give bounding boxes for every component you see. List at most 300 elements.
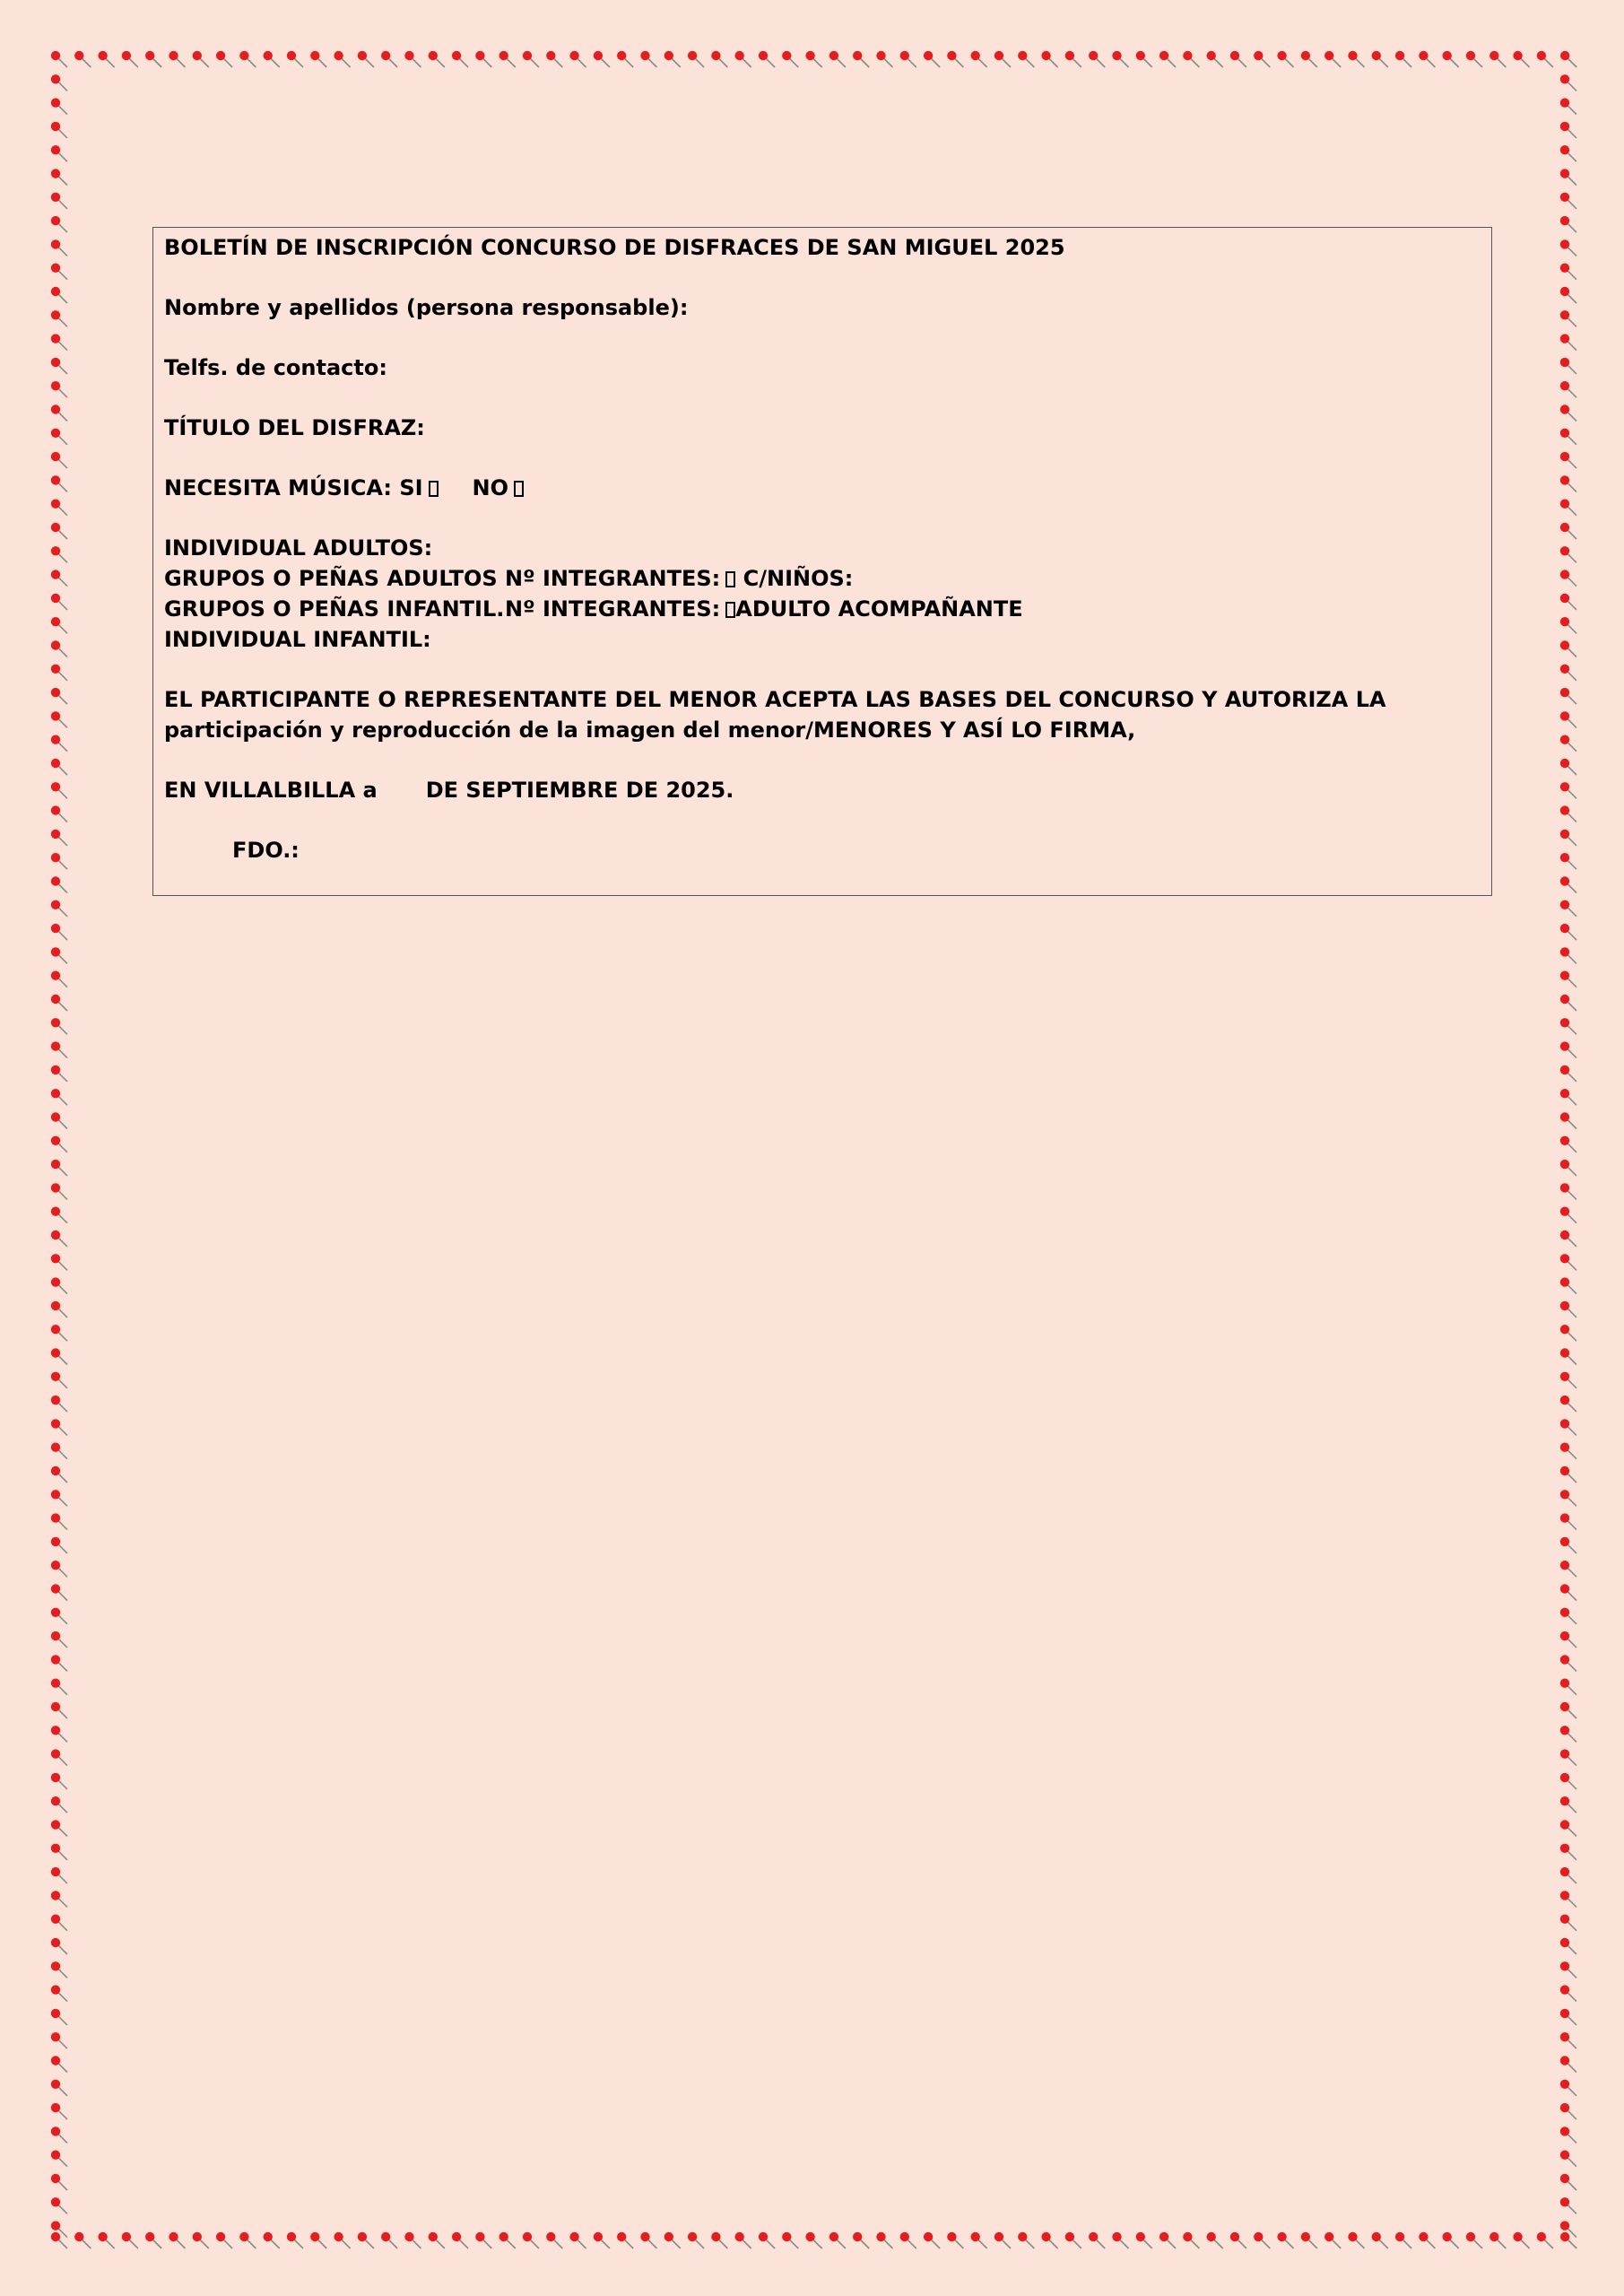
border-pin xyxy=(1560,1231,1576,1247)
border-pin xyxy=(1207,51,1223,67)
border-pin xyxy=(1301,51,1317,67)
border-pin xyxy=(51,2056,67,2072)
border-pin xyxy=(1112,51,1128,67)
border-pin xyxy=(51,2174,67,2190)
border-pin xyxy=(1560,2056,1576,2072)
consent-text: EL PARTICIPANTE O REPRESENTANTE DEL MENOR ACEPTA LAS BASES DEL CONCURSO Y AUTORIZA LA participación y reproducción de la imagen del menor/MENORES Y ASÍ LO FIRMA, xyxy=(164,687,1386,743)
border-pin xyxy=(51,98,67,114)
border-pin xyxy=(1254,2232,1270,2248)
border-pin xyxy=(1560,2080,1576,2096)
border-pin xyxy=(594,51,610,67)
border-pin xyxy=(51,640,67,657)
border-pin xyxy=(51,1136,67,1152)
border-pin xyxy=(782,51,798,67)
border-pin xyxy=(1560,971,1576,987)
costume-title-label: TÍTULO DEL DISFRAZ: xyxy=(164,415,425,440)
border-pin xyxy=(1560,1419,1576,1435)
border-pin xyxy=(1560,475,1576,491)
border-pin xyxy=(264,51,280,67)
border-pin xyxy=(1560,1065,1576,1082)
border-pin xyxy=(51,711,67,727)
border-pin xyxy=(193,51,209,67)
border-pin xyxy=(51,924,67,940)
border-pin xyxy=(169,51,185,67)
border-pin xyxy=(782,2232,798,2248)
border-pin xyxy=(51,1679,67,1695)
border-pin xyxy=(51,1466,67,1483)
border-pin xyxy=(1560,1749,1576,1765)
border-pin xyxy=(900,2232,916,2248)
border-pin xyxy=(51,1915,67,1931)
border-pin xyxy=(51,452,67,468)
border-pin xyxy=(51,287,67,303)
border-pin xyxy=(1489,2232,1506,2248)
border-pin xyxy=(310,2232,326,2248)
border-pin xyxy=(51,1231,67,1247)
border-pin xyxy=(51,1183,67,1199)
border-pin xyxy=(98,51,114,67)
border-pin xyxy=(51,169,67,185)
border-pin xyxy=(1136,2232,1152,2248)
border-pin xyxy=(759,51,775,67)
border-pin xyxy=(876,2232,892,2248)
border-pin xyxy=(51,1796,67,1813)
border-pin xyxy=(51,264,67,280)
border-pin xyxy=(1560,1820,1576,1836)
border-pin xyxy=(924,2232,940,2248)
border-pin xyxy=(594,2232,610,2248)
border-pin xyxy=(404,51,421,67)
border-pin xyxy=(1560,1396,1576,1412)
border-pin xyxy=(1513,2232,1529,2248)
border-pin xyxy=(1560,1631,1576,1648)
border-pin xyxy=(1560,1844,1576,1860)
border-pin xyxy=(1560,1018,1576,1034)
border-pin xyxy=(51,759,67,775)
category-child-groups xyxy=(164,594,1481,624)
border-pin xyxy=(688,2232,704,2248)
border-pin xyxy=(971,2232,987,2248)
border-pin xyxy=(51,1702,67,1718)
border-pin xyxy=(853,2232,869,2248)
border-pin xyxy=(1560,1796,1576,1813)
border-pin xyxy=(51,1608,67,1624)
border-pin xyxy=(1560,523,1576,539)
border-pin xyxy=(452,2232,468,2248)
border-pin xyxy=(51,947,67,963)
border-pin xyxy=(1560,688,1576,704)
border-pin xyxy=(1419,51,1435,67)
border-pin xyxy=(1560,900,1576,917)
border-pin xyxy=(51,310,67,326)
border-pin xyxy=(805,2232,821,2248)
border-pin xyxy=(51,193,67,209)
border-pin xyxy=(900,51,916,67)
border-pin xyxy=(51,1089,67,1105)
border-pin xyxy=(1018,2232,1034,2248)
border-pin xyxy=(381,51,397,67)
border-pin xyxy=(216,2232,232,2248)
border-pin xyxy=(287,2232,303,2248)
border-pin xyxy=(688,51,704,67)
border-pin xyxy=(1560,805,1576,822)
border-pin xyxy=(1136,51,1152,67)
border-pin xyxy=(1041,2232,1057,2248)
border-pin xyxy=(1513,51,1529,67)
border-pin xyxy=(1560,239,1576,256)
border-pin xyxy=(1560,594,1576,610)
border-pin xyxy=(74,2232,91,2248)
border-pin xyxy=(1277,2232,1293,2248)
border-pin xyxy=(499,51,516,67)
border-pin xyxy=(1560,381,1576,397)
border-pin xyxy=(98,2232,114,2248)
border-pin xyxy=(1560,924,1576,940)
border-pin xyxy=(51,1844,67,1860)
border-pin xyxy=(1560,1726,1576,1742)
border-pin xyxy=(51,145,67,161)
border-pin xyxy=(1560,735,1576,752)
border-pin xyxy=(51,971,67,987)
border-pin xyxy=(51,1537,67,1553)
border-pin xyxy=(51,1584,67,1600)
border-pin xyxy=(51,1820,67,1836)
border-pin xyxy=(334,2232,350,2248)
border-pin xyxy=(381,2232,397,2248)
border-pin xyxy=(1372,51,1388,67)
music-yes-label: NECESITA MÚSICA: SI xyxy=(164,475,423,500)
border-pin xyxy=(1560,1584,1576,1600)
border-pin xyxy=(51,239,67,256)
category-child-individual: INDIVIDUAL INFANTIL: xyxy=(164,627,431,652)
border-pin xyxy=(216,51,232,67)
name-field-label: Nombre y apellidos (persona responsable): xyxy=(164,295,689,320)
border-pin xyxy=(1560,169,1576,185)
border-pin xyxy=(51,1891,67,1907)
border-pin xyxy=(51,1277,67,1293)
border-pin xyxy=(1159,51,1176,67)
border-pin xyxy=(523,51,539,67)
border-pin xyxy=(169,2232,185,2248)
border-pin xyxy=(1560,1679,1576,1695)
border-pin xyxy=(51,334,67,350)
border-pin xyxy=(51,523,67,539)
border-pin xyxy=(1065,51,1081,67)
border-pin xyxy=(1560,711,1576,727)
border-pin xyxy=(74,51,91,67)
border-pin xyxy=(1560,1867,1576,1883)
border-pin xyxy=(1560,452,1576,468)
border-pin xyxy=(805,51,821,67)
border-pin xyxy=(51,594,67,610)
border-pin xyxy=(51,216,67,232)
date-label: DE SEPTIEMBRE DE 2025. xyxy=(425,778,734,803)
music-question xyxy=(164,473,1481,503)
border-pin xyxy=(145,51,161,67)
adult-groups-checkbox[interactable] xyxy=(725,571,735,587)
border-pin xyxy=(947,51,963,67)
border-pin xyxy=(1089,2232,1105,2248)
border-pin xyxy=(358,2232,374,2248)
border-pin xyxy=(1560,74,1576,91)
border-pin xyxy=(51,2103,67,2119)
border-pin xyxy=(1560,1325,1576,1341)
border-pin xyxy=(1183,51,1199,67)
border-pin xyxy=(51,995,67,1011)
border-pin xyxy=(1560,1561,1576,1577)
border-pin xyxy=(1560,1277,1576,1293)
border-pin xyxy=(51,1301,67,1318)
border-pin xyxy=(51,74,67,91)
border-pin xyxy=(1560,853,1576,869)
border-pin xyxy=(51,1773,67,1789)
adult-groups-members-label: Nº INTEGRANTES: xyxy=(505,566,721,591)
border-pin xyxy=(994,2232,1011,2248)
border-pin xyxy=(1560,310,1576,326)
border-pin xyxy=(1560,334,1576,350)
border-pin xyxy=(1560,264,1576,280)
border-pin xyxy=(829,51,846,67)
border-pin xyxy=(711,51,727,67)
border-pin xyxy=(1443,51,1459,67)
border-pin xyxy=(1560,665,1576,681)
border-pin xyxy=(546,51,562,67)
border-pin xyxy=(51,665,67,681)
border-pin xyxy=(1560,145,1576,161)
border-pin xyxy=(1419,2232,1435,2248)
border-pin xyxy=(51,1018,67,1034)
border-pin xyxy=(51,1443,67,1459)
border-pin xyxy=(1560,830,1576,846)
border-pin xyxy=(51,782,67,798)
border-pin xyxy=(1560,429,1576,445)
border-pin xyxy=(51,2126,67,2143)
border-pin xyxy=(1348,2232,1364,2248)
border-pin xyxy=(51,51,67,67)
border-pin xyxy=(429,2232,445,2248)
border-pin xyxy=(51,1490,67,1506)
border-pin xyxy=(1560,1938,1576,1954)
border-pin xyxy=(1560,1041,1576,1057)
border-pin xyxy=(1560,1702,1576,1718)
border-pin xyxy=(51,830,67,846)
place-date-line xyxy=(164,775,1481,805)
border-pin xyxy=(1324,51,1341,67)
border-pin xyxy=(51,1396,67,1412)
border-pin xyxy=(546,2232,562,2248)
border-pin xyxy=(51,429,67,445)
border-pin xyxy=(51,1348,67,1364)
border-pin xyxy=(1560,640,1576,657)
border-pin xyxy=(1466,2232,1482,2248)
border-pin xyxy=(1560,2126,1576,2143)
border-pin xyxy=(1560,1112,1576,1128)
border-pin xyxy=(1560,500,1576,516)
border-pin xyxy=(735,51,751,67)
border-pin xyxy=(1183,2232,1199,2248)
border-pin xyxy=(51,900,67,917)
border-pin xyxy=(310,51,326,67)
border-pin xyxy=(51,1041,67,1057)
border-pin xyxy=(523,2232,539,2248)
border-pin xyxy=(1018,51,1034,67)
border-pin xyxy=(1537,51,1553,67)
border-pin xyxy=(1489,51,1506,67)
border-pin xyxy=(1560,51,1576,67)
border-pin xyxy=(51,1254,67,1270)
border-pin xyxy=(51,1749,67,1765)
border-pin xyxy=(1560,876,1576,892)
border-pin xyxy=(1560,782,1576,798)
border-pin xyxy=(1560,1136,1576,1152)
border-pin xyxy=(51,805,67,822)
border-pin xyxy=(51,1325,67,1341)
border-pin xyxy=(51,546,67,562)
border-pin xyxy=(1560,1466,1576,1483)
border-pin xyxy=(1560,122,1576,138)
border-pin xyxy=(617,2232,633,2248)
border-pin xyxy=(475,2232,491,2248)
place-label: EN VILLALBILLA a xyxy=(164,778,378,803)
border-pin xyxy=(711,2232,727,2248)
border-pin xyxy=(1230,51,1246,67)
adult-groups-children-label: C/NIÑOS: xyxy=(743,566,854,591)
border-pin xyxy=(640,2232,656,2248)
border-pin xyxy=(239,2232,256,2248)
border-pin xyxy=(640,51,656,67)
border-pin xyxy=(1560,1773,1576,1789)
border-pin xyxy=(51,617,67,633)
border-pin xyxy=(1065,2232,1081,2248)
border-pin xyxy=(1560,1985,1576,2001)
music-yes-checkbox[interactable] xyxy=(429,481,439,497)
border-pin xyxy=(51,2080,67,2096)
border-pin xyxy=(1041,51,1057,67)
border-pin xyxy=(1560,1513,1576,1529)
border-pin xyxy=(51,500,67,516)
border-pin xyxy=(876,51,892,67)
border-pin xyxy=(51,1561,67,1577)
border-pin xyxy=(1301,2232,1317,2248)
border-pin xyxy=(51,853,67,869)
border-pin xyxy=(1560,759,1576,775)
border-pin xyxy=(1560,1301,1576,1318)
border-pin xyxy=(51,1655,67,1671)
border-pin xyxy=(1372,2232,1388,2248)
border-pin xyxy=(51,1985,67,2001)
border-pin xyxy=(264,2232,280,2248)
border-pin xyxy=(1560,1537,1576,1553)
border-pin xyxy=(664,51,681,67)
music-no-label: NO xyxy=(472,475,509,500)
border-pin xyxy=(51,2197,67,2213)
form-title: BOLETÍN DE INSCRIPCIÓN CONCURSO DE DISFRACES DE SAN MIGUEL 2025 xyxy=(164,235,1065,260)
border-pin xyxy=(947,2232,963,2248)
border-pin xyxy=(1560,617,1576,633)
border-pin xyxy=(51,876,67,892)
border-pin xyxy=(51,1867,67,1883)
border-pin xyxy=(1395,51,1411,67)
phone-field-label: Telfs. de contacto: xyxy=(164,355,387,380)
border-pin xyxy=(1159,2232,1176,2248)
border-pin xyxy=(759,2232,775,2248)
border-pin xyxy=(1560,1961,1576,1978)
border-pin xyxy=(1254,51,1270,67)
border-pin xyxy=(1560,1089,1576,1105)
adult-groups-label: GRUPOS O PEÑAS ADULTOS xyxy=(164,566,498,591)
border-pin xyxy=(287,51,303,67)
border-pin xyxy=(51,1207,67,1223)
border-pin xyxy=(51,1513,67,1529)
border-pin xyxy=(1560,1490,1576,1506)
border-pin xyxy=(1560,1372,1576,1388)
border-pin xyxy=(1560,1915,1576,1931)
border-pin xyxy=(51,1160,67,1176)
border-pin xyxy=(51,358,67,374)
border-pin xyxy=(1560,2197,1576,2213)
border-pin xyxy=(1560,2151,1576,2167)
border-pin xyxy=(193,2232,209,2248)
registration-form-box xyxy=(152,227,1492,896)
border-pin xyxy=(475,51,491,67)
border-pin xyxy=(51,570,67,586)
signature-label: FDO.: xyxy=(232,838,300,863)
border-pin xyxy=(1560,287,1576,303)
border-pin xyxy=(1560,1655,1576,1671)
border-pin xyxy=(51,1961,67,1978)
border-pin xyxy=(664,2232,681,2248)
border-pin xyxy=(51,475,67,491)
border-pin xyxy=(924,51,940,67)
border-pin xyxy=(1560,193,1576,209)
border-pin xyxy=(1560,1183,1576,1199)
border-pin xyxy=(51,2151,67,2167)
border-pin xyxy=(853,51,869,67)
category-adult-individual: INDIVIDUAL ADULTOS: xyxy=(164,535,433,561)
border-pin xyxy=(1560,98,1576,114)
border-pin xyxy=(1466,51,1482,67)
border-pin xyxy=(145,2232,161,2248)
child-groups-checkbox[interactable] xyxy=(725,602,735,618)
border-pin xyxy=(122,2232,138,2248)
border-pin xyxy=(617,51,633,67)
border-pin xyxy=(51,1372,67,1388)
child-groups-adult-label: ADULTO ACOMPAÑANTE xyxy=(735,596,1023,622)
border-pin xyxy=(51,2009,67,2025)
border-pin xyxy=(1560,1608,1576,1624)
border-pin xyxy=(51,1726,67,1742)
border-pin xyxy=(1324,2232,1341,2248)
border-pin xyxy=(51,1112,67,1128)
border-pin xyxy=(1560,2174,1576,2190)
border-pin xyxy=(1560,2103,1576,2119)
border-pin xyxy=(51,122,67,138)
border-pin xyxy=(1395,2232,1411,2248)
border-pin xyxy=(569,2232,586,2248)
border-pin xyxy=(239,51,256,67)
border-pin xyxy=(829,2232,846,2248)
music-no-checkbox[interactable] xyxy=(514,481,524,497)
border-pin xyxy=(1537,2232,1553,2248)
border-pin xyxy=(735,2232,751,2248)
border-pin xyxy=(1443,2232,1459,2248)
border-pin xyxy=(452,51,468,67)
border-pin xyxy=(1560,216,1576,232)
border-pin xyxy=(971,51,987,67)
signature-line xyxy=(164,835,1481,865)
border-pin xyxy=(334,51,350,67)
border-pin xyxy=(499,2232,516,2248)
